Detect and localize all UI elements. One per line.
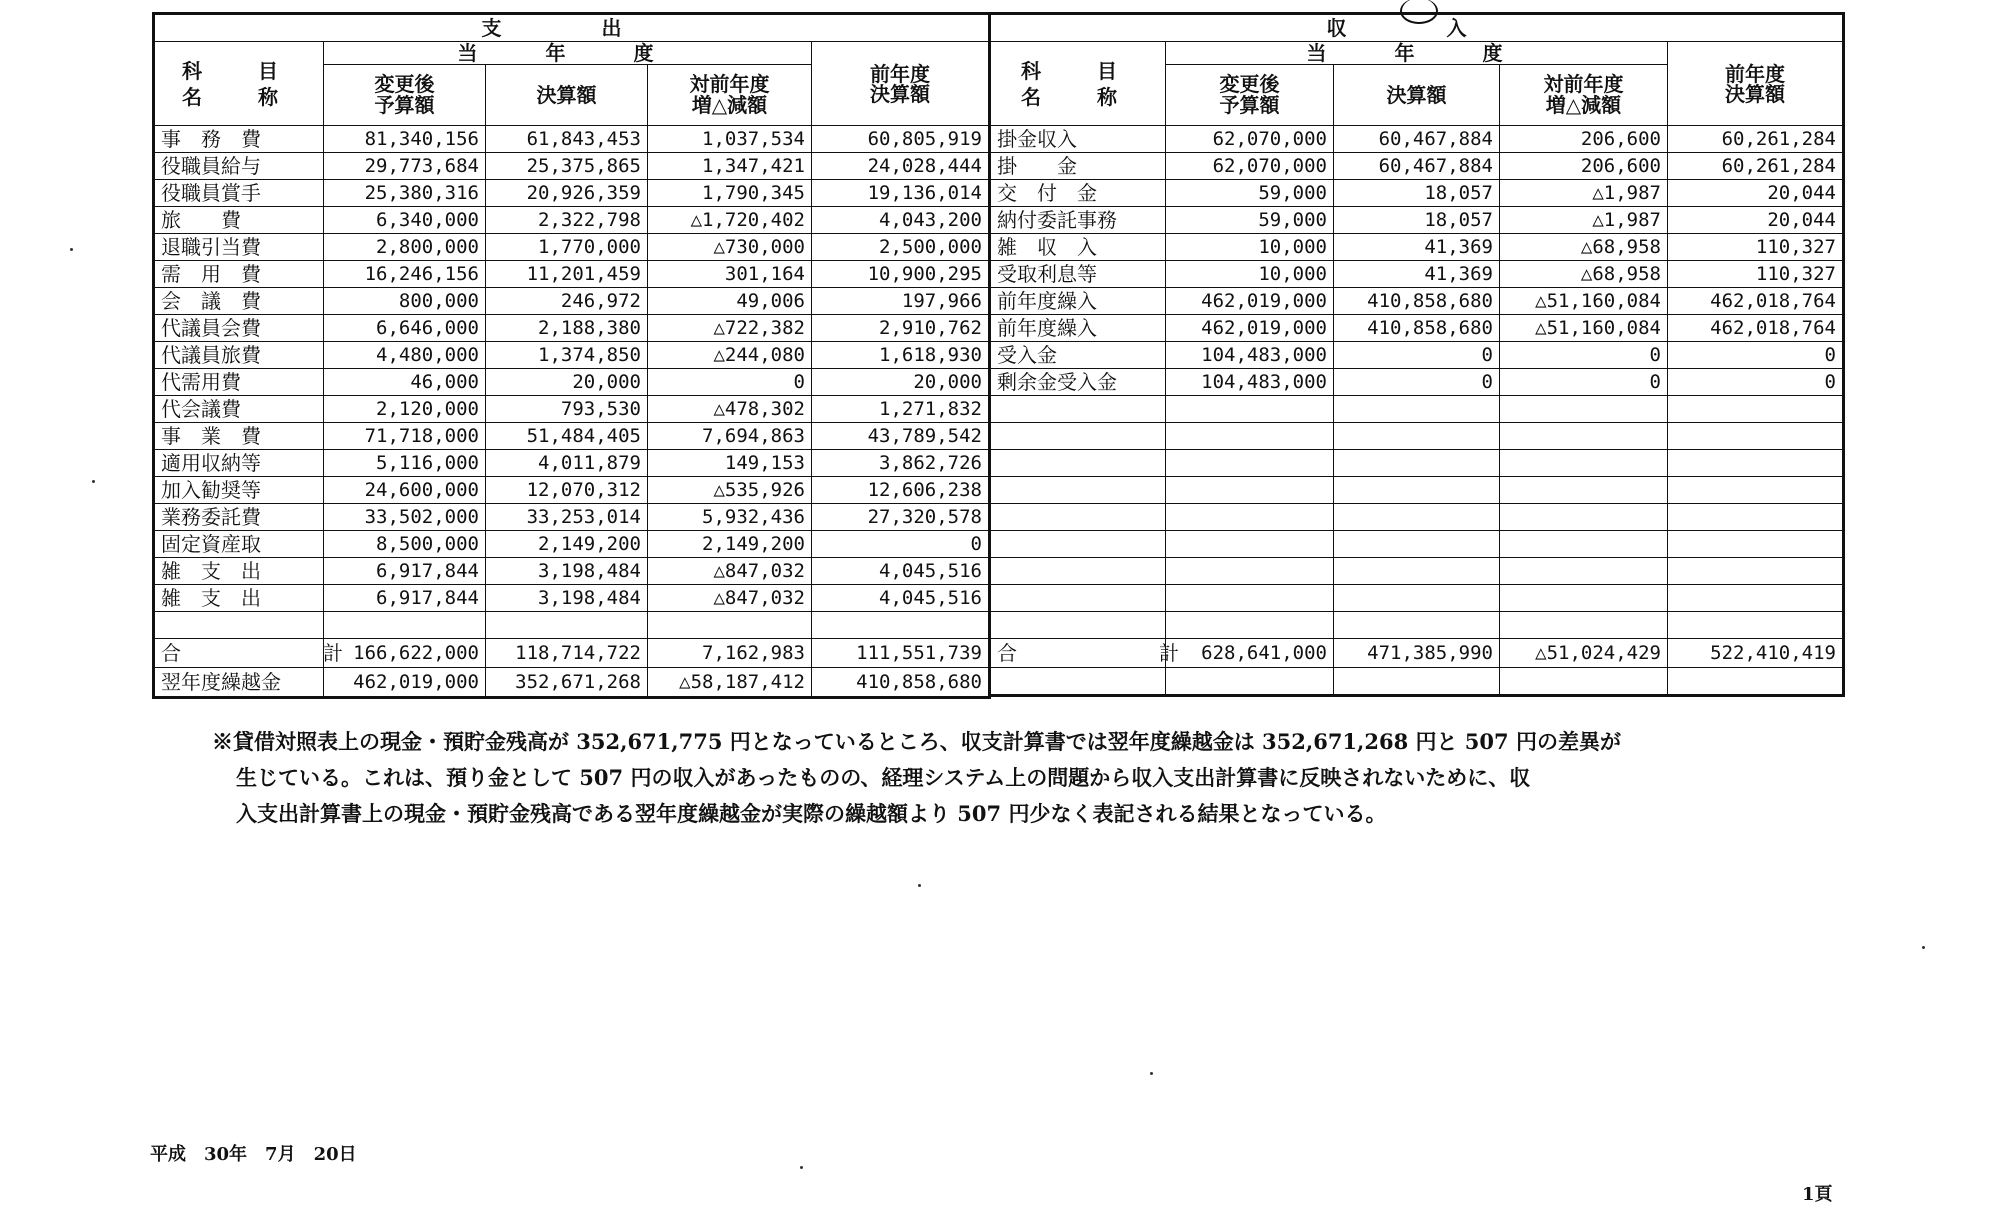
- empty-cell: [1166, 423, 1334, 450]
- row-budget-value: 6,917,844: [324, 585, 486, 612]
- table-row: [154, 315, 990, 342]
- row-diff-value: △1,987: [1500, 180, 1668, 207]
- row-diff-value: 5,932,436: [648, 504, 812, 531]
- row-diff-value: △51,024,429: [1500, 639, 1668, 668]
- expenditure-section-title: 支 出: [154, 14, 990, 42]
- row-subject: 加入勧奨等: [154, 477, 324, 504]
- row-subject: 事 業 費: [154, 423, 324, 450]
- blank-row: [990, 558, 1844, 585]
- row-diff-value: △730,000: [648, 234, 812, 261]
- row-settled-value: 246,972: [486, 288, 648, 315]
- row-settled-value: 20,000: [486, 369, 648, 396]
- row-budget-value: 10,000: [1166, 234, 1334, 261]
- row-settled-value: 118,714,722: [486, 639, 648, 668]
- table-row: [154, 369, 990, 396]
- empty-cell: [1500, 450, 1668, 477]
- row-settled-value: 33,253,014: [486, 504, 648, 531]
- row-subject: 事 務 費: [154, 126, 324, 153]
- row-budget-value: 25,380,316: [324, 180, 486, 207]
- table-row: [990, 180, 1844, 207]
- row-budget-value: 24,600,000: [324, 477, 486, 504]
- row-settled-value: 60,467,884: [1334, 126, 1500, 153]
- empty-cell: [990, 668, 1166, 696]
- row-budget-value: 800,000: [324, 288, 486, 315]
- empty-cell: [1166, 612, 1334, 639]
- empty-cell: [990, 396, 1166, 423]
- row-settled-value: 1,374,850: [486, 342, 648, 369]
- row-subject: 需 用 費: [154, 261, 324, 288]
- table-row: [154, 342, 990, 369]
- row-subject: 翌年度繰越金: [154, 668, 324, 698]
- blank-row: [990, 504, 1844, 531]
- row-subject: 合 計: [990, 639, 1166, 668]
- empty-cell: [1166, 477, 1334, 504]
- row-diff-value: △51,160,084: [1500, 315, 1668, 342]
- row-settled-value: 2,188,380: [486, 315, 648, 342]
- empty-cell: [1500, 477, 1668, 504]
- table-row: [154, 153, 990, 180]
- empty-cell: [1334, 396, 1500, 423]
- row-diff-value: △722,382: [648, 315, 812, 342]
- empty-cell: [1334, 450, 1500, 477]
- row-budget-value: 59,000: [1166, 180, 1334, 207]
- row-settled-value: 3,198,484: [486, 585, 648, 612]
- empty-cell: [990, 504, 1166, 531]
- expenditure-budget-header: 変更後 予算額: [324, 65, 486, 126]
- financial-statement-tables: [152, 12, 1842, 694]
- row-prev-value: 10,900,295: [812, 261, 990, 288]
- row-prev-value: 0: [812, 531, 990, 558]
- empty-cell: [1668, 396, 1844, 423]
- row-prev-value: 0: [1668, 369, 1844, 396]
- empty-cell: [1334, 531, 1500, 558]
- empty-cell: [1500, 612, 1668, 639]
- expenditure-settled-header: 決算額: [486, 65, 648, 126]
- empty-cell: [1500, 396, 1668, 423]
- table-row: [154, 450, 990, 477]
- blank-row: [990, 396, 1844, 423]
- row-subject: 掛金収入: [990, 126, 1166, 153]
- row-subject: 受取利息等: [990, 261, 1166, 288]
- row-diff-value: 2,149,200: [648, 531, 812, 558]
- row-prev-value: 3,862,726: [812, 450, 990, 477]
- row-prev-value: 0: [1668, 342, 1844, 369]
- income-diff-header: 対前年度 増△減額: [1500, 65, 1668, 126]
- row-prev-value: 20,044: [1668, 207, 1844, 234]
- blank-row: [990, 612, 1844, 639]
- row-prev-value: 4,045,516: [812, 585, 990, 612]
- row-prev-value: 19,136,014: [812, 180, 990, 207]
- row-budget-value: 104,483,000: [1166, 342, 1334, 369]
- row-budget-value: 4,480,000: [324, 342, 486, 369]
- empty-cell: [1166, 531, 1334, 558]
- empty-cell: [1500, 585, 1668, 612]
- blank-row: [154, 612, 990, 639]
- row-settled-value: 12,070,312: [486, 477, 648, 504]
- row-budget-value: 5,116,000: [324, 450, 486, 477]
- row-prev-value: 462,018,764: [1668, 288, 1844, 315]
- row-diff-value: 1,037,534: [648, 126, 812, 153]
- blank-row: [990, 531, 1844, 558]
- row-prev-value: 20,000: [812, 369, 990, 396]
- page-number: 1頁: [1802, 1184, 1833, 1205]
- row-subject: 剰余金受入金: [990, 369, 1166, 396]
- row-diff-value: 149,153: [648, 450, 812, 477]
- table-row: [990, 234, 1844, 261]
- empty-cell: [990, 531, 1166, 558]
- empty-cell: [1668, 423, 1844, 450]
- row-budget-value: 6,917,844: [324, 558, 486, 585]
- row-diff-value: 49,006: [648, 288, 812, 315]
- table-row: [154, 396, 990, 423]
- row-subject: 代議員旅費: [154, 342, 324, 369]
- income-budget-header: 変更後 予算額: [1166, 65, 1334, 126]
- row-budget-value: 8,500,000: [324, 531, 486, 558]
- table-row: [990, 288, 1844, 315]
- empty-cell: [1334, 612, 1500, 639]
- row-budget-value: 2,800,000: [324, 234, 486, 261]
- row-budget-value: 462,019,000: [324, 668, 486, 698]
- income-current-year-header: 当 年 度: [1166, 42, 1668, 65]
- row-subject: 交 付 金: [990, 180, 1166, 207]
- blank-row: [990, 477, 1844, 504]
- row-diff-value: △1,987: [1500, 207, 1668, 234]
- row-settled-value: 0: [1334, 369, 1500, 396]
- table-row: [990, 342, 1844, 369]
- note-line-1: ※貸借対照表上の現金・預貯金残高が 352,671,775 円となっているところ、収支計算書では翌年度繰越金は 352,671,268 円と 507 円の差異が: [212, 729, 1621, 754]
- row-budget-value: 10,000: [1166, 261, 1334, 288]
- income-settled-header: 決算額: [1334, 65, 1500, 126]
- scan-speck: [70, 248, 73, 251]
- table-row: [154, 531, 990, 558]
- row-subject: 掛 金: [990, 153, 1166, 180]
- empty-cell: [1668, 668, 1844, 696]
- row-budget-value: 62,070,000: [1166, 153, 1334, 180]
- expenditure-diff-header: 対前年度 増△減額: [648, 65, 812, 126]
- row-diff-value: 206,600: [1500, 126, 1668, 153]
- empty-cell: [1668, 585, 1844, 612]
- row-settled-value: 3,198,484: [486, 558, 648, 585]
- row-budget-value: 166,622,000: [324, 639, 486, 668]
- document-date: 平成 30年 7月 20日: [150, 1144, 357, 1165]
- row-diff-value: △51,160,084: [1500, 288, 1668, 315]
- empty-cell: [1334, 585, 1500, 612]
- row-budget-value: 46,000: [324, 369, 486, 396]
- row-diff-value: 301,164: [648, 261, 812, 288]
- blank-row: [990, 423, 1844, 450]
- row-diff-value: △847,032: [648, 585, 812, 612]
- row-subject: 適用収納等: [154, 450, 324, 477]
- row-settled-value: 61,843,453: [486, 126, 648, 153]
- empty-cell: [1334, 558, 1500, 585]
- scan-speck: [1922, 946, 1925, 949]
- empty-cell: [1500, 558, 1668, 585]
- empty-cell: [1668, 450, 1844, 477]
- scan-speck: [918, 884, 921, 887]
- row-budget-value: 29,773,684: [324, 153, 486, 180]
- row-settled-value: 60,467,884: [1334, 153, 1500, 180]
- row-prev-value: 60,805,919: [812, 126, 990, 153]
- table-row: [154, 180, 990, 207]
- row-prev-value: 4,045,516: [812, 558, 990, 585]
- empty-cell: [1668, 477, 1844, 504]
- table-row: [154, 585, 990, 612]
- row-prev-value: 4,043,200: [812, 207, 990, 234]
- empty-cell: [154, 612, 324, 639]
- row-subject: 旅 費: [154, 207, 324, 234]
- row-diff-value: 7,162,983: [648, 639, 812, 668]
- empty-cell: [1166, 668, 1334, 696]
- row-settled-value: 51,484,405: [486, 423, 648, 450]
- empty-cell: [990, 585, 1166, 612]
- carryover-row: [154, 668, 990, 698]
- scan-speck: [800, 1166, 803, 1169]
- empty-cell: [1166, 396, 1334, 423]
- row-prev-value: 522,410,419: [1668, 639, 1844, 668]
- row-diff-value: △847,032: [648, 558, 812, 585]
- table-row: [990, 153, 1844, 180]
- row-prev-value: 60,261,284: [1668, 153, 1844, 180]
- empty-cell: [812, 612, 990, 639]
- row-prev-value: 110,327: [1668, 261, 1844, 288]
- table-row: [990, 126, 1844, 153]
- table-row: [154, 126, 990, 153]
- row-diff-value: 0: [1500, 369, 1668, 396]
- row-diff-value: △68,958: [1500, 234, 1668, 261]
- row-diff-value: △68,958: [1500, 261, 1668, 288]
- row-prev-value: 2,500,000: [812, 234, 990, 261]
- row-budget-value: 462,019,000: [1166, 288, 1334, 315]
- row-prev-value: 197,966: [812, 288, 990, 315]
- row-settled-value: 410,858,680: [1334, 315, 1500, 342]
- row-subject: 役職員給与: [154, 153, 324, 180]
- expenditure-current-year-header: 当 年 度: [324, 42, 812, 65]
- row-settled-value: 41,369: [1334, 234, 1500, 261]
- income-subject-header: 科 目 名 称: [990, 42, 1166, 126]
- row-settled-value: 20,926,359: [486, 180, 648, 207]
- row-diff-value: 7,694,863: [648, 423, 812, 450]
- row-budget-value: 104,483,000: [1166, 369, 1334, 396]
- empty-cell: [648, 612, 812, 639]
- table-row: [154, 234, 990, 261]
- row-settled-value: 1,770,000: [486, 234, 648, 261]
- row-budget-value: 59,000: [1166, 207, 1334, 234]
- empty-cell: [1166, 504, 1334, 531]
- row-budget-value: 2,120,000: [324, 396, 486, 423]
- row-diff-value: 1,790,345: [648, 180, 812, 207]
- row-prev-value: 462,018,764: [1668, 315, 1844, 342]
- empty-cell: [1334, 504, 1500, 531]
- row-subject: 雑 支 出: [154, 558, 324, 585]
- empty-cell: [1500, 531, 1668, 558]
- empty-cell: [486, 612, 648, 639]
- row-subject: 代会議費: [154, 396, 324, 423]
- row-prev-value: 24,028,444: [812, 153, 990, 180]
- table-row: [154, 423, 990, 450]
- row-settled-value: 410,858,680: [1334, 288, 1500, 315]
- table-row: [990, 261, 1844, 288]
- scan-speck: [1150, 1072, 1153, 1075]
- income-rows: [990, 126, 1844, 696]
- empty-cell: [990, 612, 1166, 639]
- row-settled-value: 41,369: [1334, 261, 1500, 288]
- row-subject: 業務委託費: [154, 504, 324, 531]
- row-subject: 会 議 費: [154, 288, 324, 315]
- empty-cell: [1668, 504, 1844, 531]
- row-diff-value: 0: [1500, 342, 1668, 369]
- note-line-2: 生じている。これは、預り金として 507 円の収入があったものの、経理システム上の問題から収入支出計算書に反映されないために、収: [236, 765, 1531, 790]
- row-subject: 合 計: [154, 639, 324, 668]
- expenditure-table: [152, 12, 991, 699]
- row-subject: 前年度繰入: [990, 288, 1166, 315]
- empty-cell: [1668, 612, 1844, 639]
- row-prev-value: 410,858,680: [812, 668, 990, 698]
- table-row: [990, 315, 1844, 342]
- table-row: [154, 288, 990, 315]
- empty-cell: [1334, 668, 1500, 696]
- row-prev-value: 1,618,930: [812, 342, 990, 369]
- row-diff-value: △244,080: [648, 342, 812, 369]
- empty-cell: [990, 423, 1166, 450]
- row-settled-value: 11,201,459: [486, 261, 648, 288]
- row-budget-value: 6,646,000: [324, 315, 486, 342]
- row-prev-value: 60,261,284: [1668, 126, 1844, 153]
- discrepancy-note: [212, 724, 1796, 832]
- empty-cell: [990, 450, 1166, 477]
- row-subject: 代需用費: [154, 369, 324, 396]
- table-row: [154, 261, 990, 288]
- empty-cell: [1334, 477, 1500, 504]
- row-prev-value: 27,320,578: [812, 504, 990, 531]
- row-settled-value: 0: [1334, 342, 1500, 369]
- empty-cell: [1334, 423, 1500, 450]
- row-budget-value: 16,246,156: [324, 261, 486, 288]
- row-settled-value: 793,530: [486, 396, 648, 423]
- scan-speck: [92, 480, 95, 483]
- row-diff-value: △1,720,402: [648, 207, 812, 234]
- row-subject: 雑 収 入: [990, 234, 1166, 261]
- row-settled-value: 2,149,200: [486, 531, 648, 558]
- total-row: [154, 639, 990, 668]
- row-subject: 雑 支 出: [154, 585, 324, 612]
- row-prev-value: 110,327: [1668, 234, 1844, 261]
- empty-cell: [1166, 585, 1334, 612]
- row-prev-value: 1,271,832: [812, 396, 990, 423]
- row-diff-value: 1,347,421: [648, 153, 812, 180]
- income-section-title: 収 入: [990, 14, 1844, 42]
- row-diff-value: 206,600: [1500, 153, 1668, 180]
- row-subject: 退職引当費: [154, 234, 324, 261]
- table-row: [154, 558, 990, 585]
- table-row: [990, 207, 1844, 234]
- empty-cell: [990, 477, 1166, 504]
- row-budget-value: 33,502,000: [324, 504, 486, 531]
- row-budget-value: 462,019,000: [1166, 315, 1334, 342]
- empty-cell: [1166, 558, 1334, 585]
- row-subject: 受入金: [990, 342, 1166, 369]
- table-row: [154, 477, 990, 504]
- row-budget-value: 62,070,000: [1166, 126, 1334, 153]
- row-settled-value: 4,011,879: [486, 450, 648, 477]
- row-subject: 固定資産取: [154, 531, 324, 558]
- table-row: [990, 369, 1844, 396]
- row-prev-value: 12,606,238: [812, 477, 990, 504]
- row-budget-value: 6,340,000: [324, 207, 486, 234]
- row-subject: 代議員会費: [154, 315, 324, 342]
- row-budget-value: 71,718,000: [324, 423, 486, 450]
- row-settled-value: 352,671,268: [486, 668, 648, 698]
- row-settled-value: 18,057: [1334, 207, 1500, 234]
- row-budget-value: 81,340,156: [324, 126, 486, 153]
- expenditure-subject-header: 科 目 名 称: [154, 42, 324, 126]
- table-row: [154, 207, 990, 234]
- empty-cell: [1668, 531, 1844, 558]
- row-subject: 役職員賞手: [154, 180, 324, 207]
- empty-cell: [1500, 668, 1668, 696]
- row-budget-value: 628,641,000: [1166, 639, 1334, 668]
- empty-cell: [324, 612, 486, 639]
- row-diff-value: △478,302: [648, 396, 812, 423]
- note-line-3: 入支出計算書上の現金・預貯金残高である翌年度繰越金が実際の繰越額より 507 円少なく表記される結果となっている。: [236, 801, 1387, 826]
- total-row: [990, 639, 1844, 668]
- blank-row: [990, 668, 1844, 696]
- empty-cell: [1166, 450, 1334, 477]
- row-diff-value: △58,187,412: [648, 668, 812, 698]
- row-settled-value: 18,057: [1334, 180, 1500, 207]
- expenditure-rows: [154, 126, 990, 698]
- row-subject: 前年度繰入: [990, 315, 1166, 342]
- empty-cell: [1500, 504, 1668, 531]
- row-prev-value: 111,551,739: [812, 639, 990, 668]
- empty-cell: [1668, 558, 1844, 585]
- table-row: [154, 504, 990, 531]
- income-prev-header: 前年度 決算額: [1668, 42, 1844, 126]
- income-table: [988, 12, 1845, 697]
- row-prev-value: 43,789,542: [812, 423, 990, 450]
- row-settled-value: 471,385,990: [1334, 639, 1500, 668]
- row-prev-value: 20,044: [1668, 180, 1844, 207]
- row-settled-value: 25,375,865: [486, 153, 648, 180]
- row-subject: 納付委託事務: [990, 207, 1166, 234]
- row-diff-value: △535,926: [648, 477, 812, 504]
- blank-row: [990, 450, 1844, 477]
- empty-cell: [990, 558, 1166, 585]
- row-prev-value: 2,910,762: [812, 315, 990, 342]
- expenditure-prev-header: 前年度 決算額: [812, 42, 990, 126]
- blank-row: [990, 585, 1844, 612]
- row-diff-value: 0: [648, 369, 812, 396]
- empty-cell: [1500, 423, 1668, 450]
- row-settled-value: 2,322,798: [486, 207, 648, 234]
